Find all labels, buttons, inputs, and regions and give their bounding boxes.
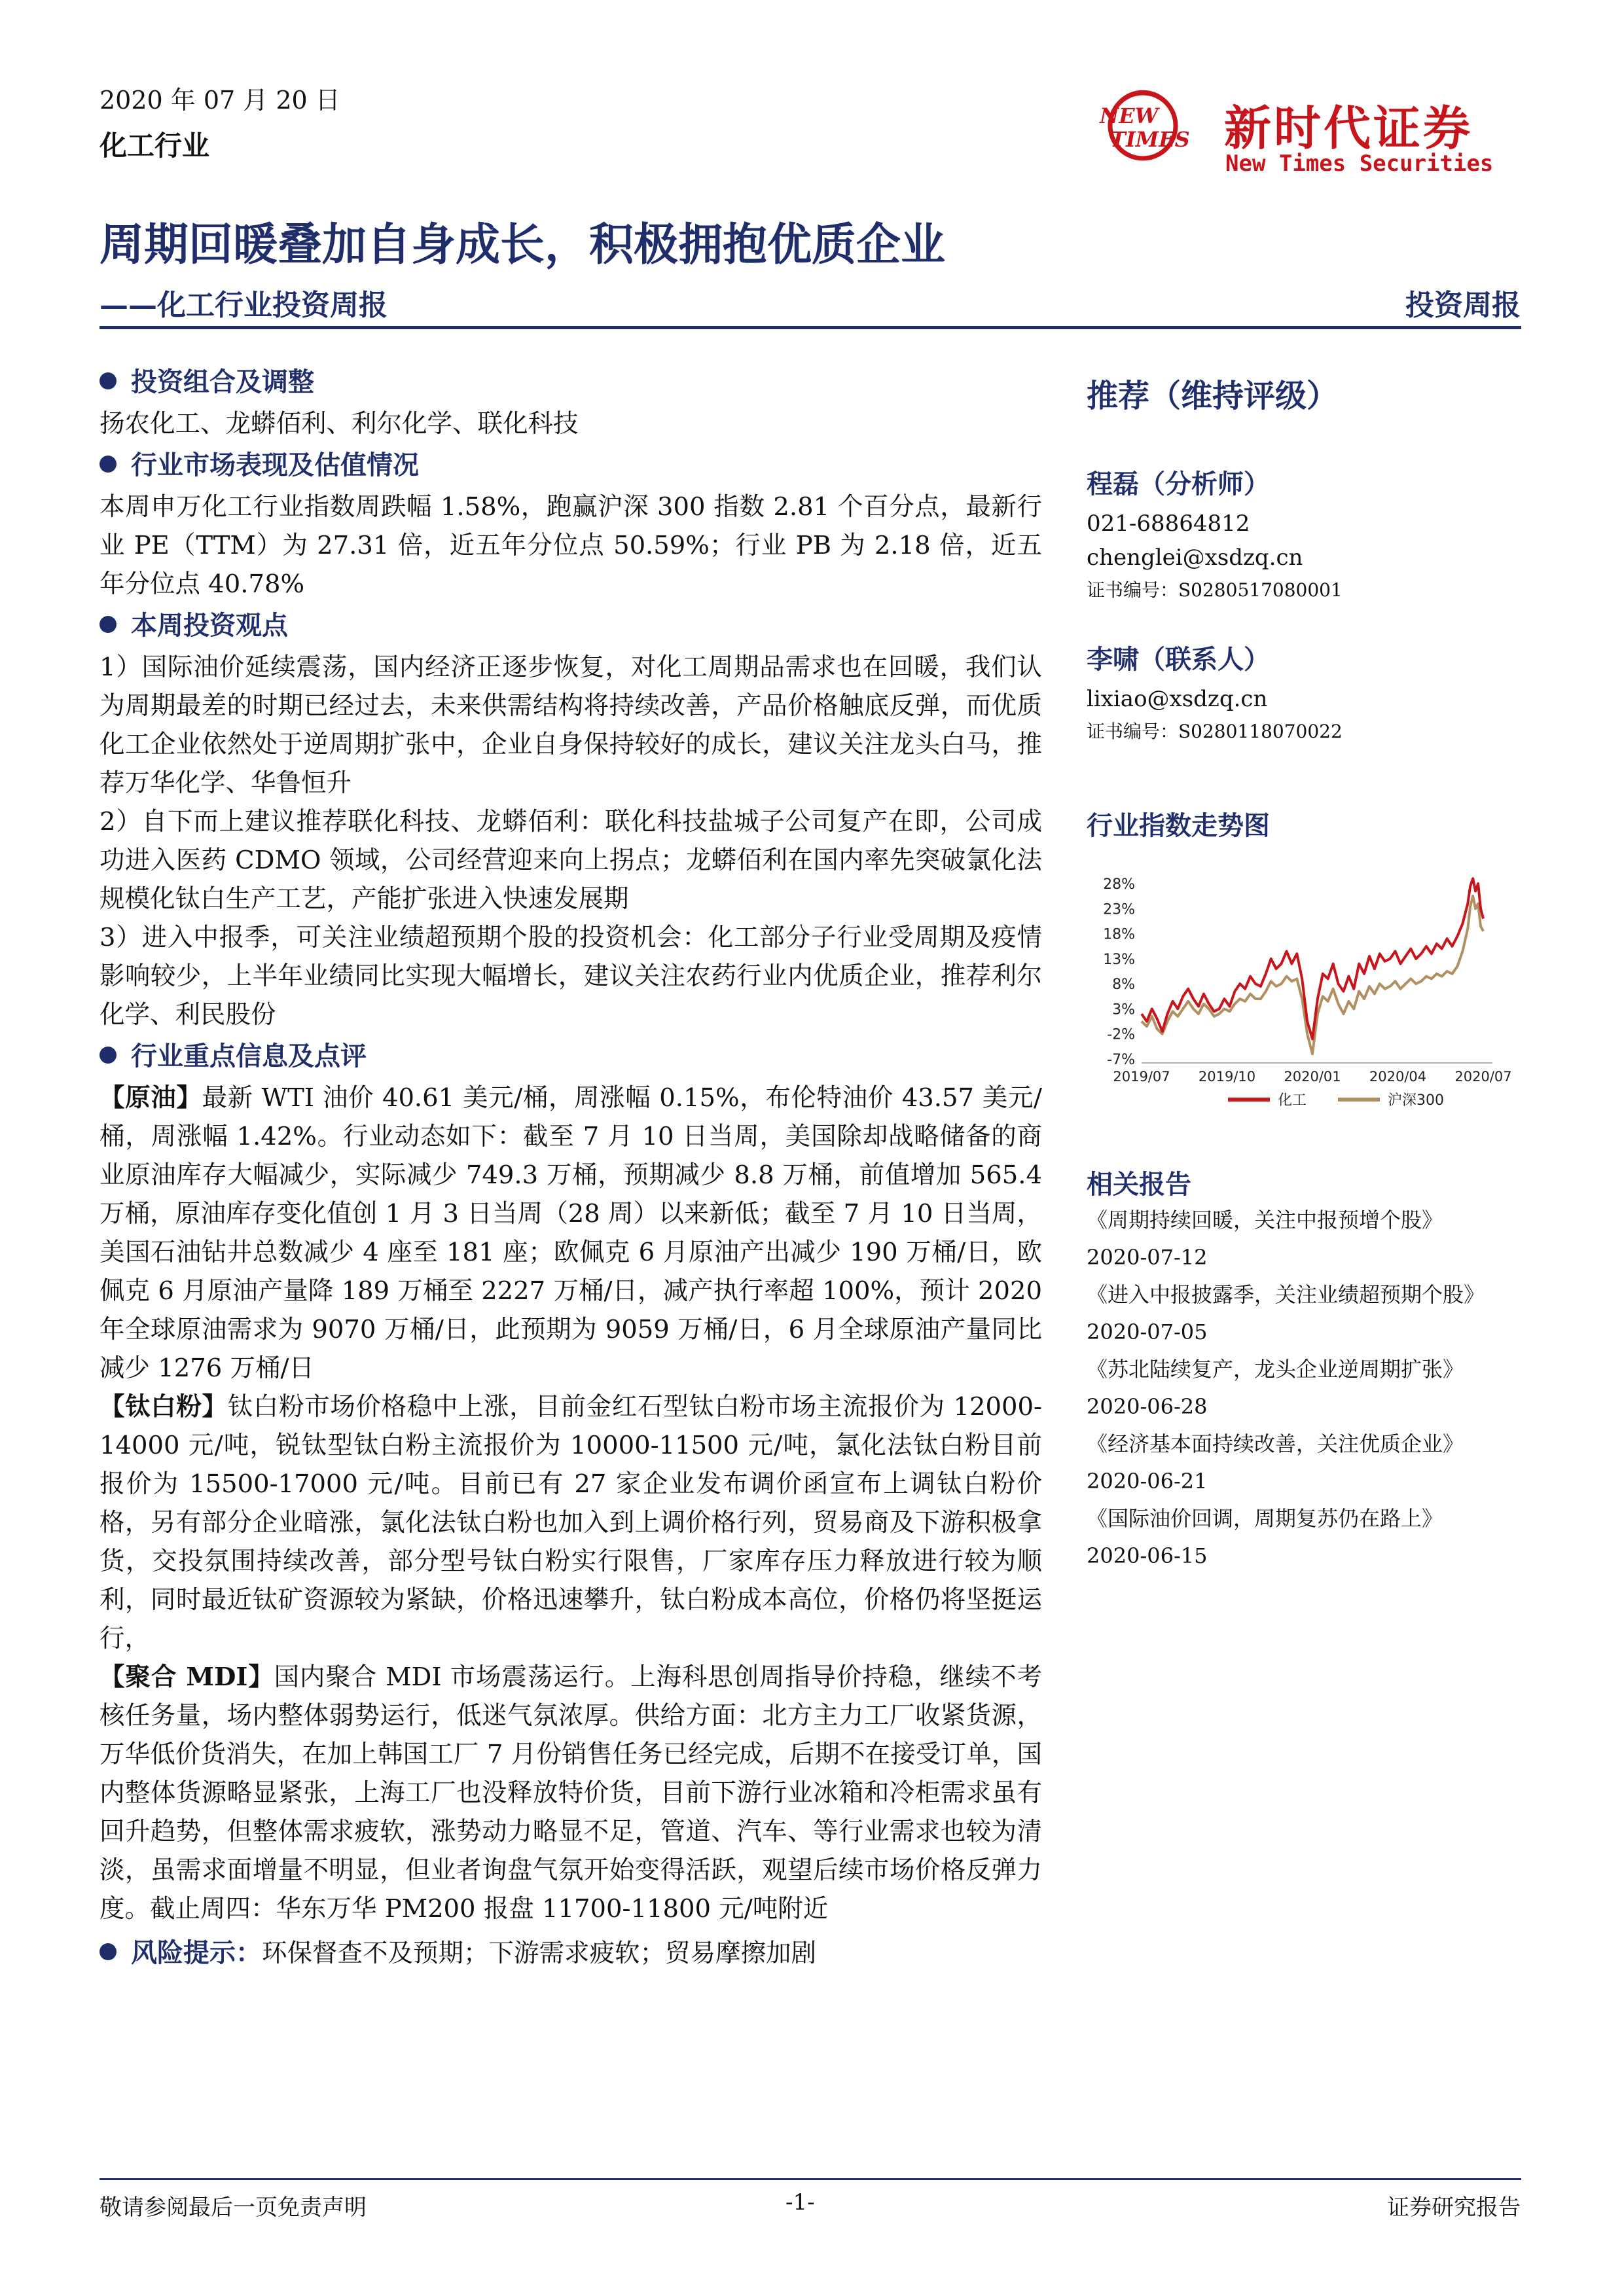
related-report-date: 2020-06-28: [1087, 1394, 1208, 1419]
related-report-date: 2020-07-05: [1087, 1319, 1208, 1344]
bullet-icon: [99, 372, 117, 389]
y-tick-label: 3%: [1112, 1001, 1135, 1018]
bullet-icon: [99, 616, 117, 633]
y-tick-label: 18%: [1103, 926, 1135, 943]
x-tick-label: 2019/10: [1198, 1069, 1256, 1085]
section-heading-market: [99, 443, 1042, 488]
news-item: [99, 1658, 1042, 1928]
related-report-title: 《国际油价回调，周期复苏仍在路上》: [1087, 1506, 1443, 1531]
section-heading-views: [99, 603, 1042, 648]
y-tick-label: 28%: [1103, 876, 1135, 893]
related-report-title: 《周期持续回暖，关注中报预增个股》: [1087, 1208, 1443, 1232]
y-tick-label: 23%: [1103, 901, 1135, 918]
logo-emblem-icon: [1094, 85, 1225, 177]
contact-cert: 证书编号：S0280118070022: [1087, 721, 1343, 742]
page-title: 周期回暖叠加自身成长，积极拥抱优质企业: [99, 219, 946, 271]
analyst-email[interactable]: chenglei@xsdzq.cn: [1087, 545, 1303, 571]
analyst-card: [1087, 466, 1532, 606]
risk-text: 环保督查不及预期；下游需求疲软；贸易摩擦加剧: [262, 1939, 817, 1968]
logo-english-name: New Times Securities: [1225, 151, 1494, 177]
industry-index-chart: [1087, 865, 1512, 1114]
related-report-item[interactable]: [1087, 1426, 1532, 1500]
report-type-label: 投资周报: [1405, 289, 1521, 322]
related-report-title: 《经济基本面持续改善，关注优质企业》: [1087, 1431, 1464, 1456]
related-report-item[interactable]: [1087, 1500, 1532, 1575]
analyst-cert: 证书编号：S0280517080001: [1087, 579, 1343, 601]
analyst-phone: 021-68864812: [1087, 511, 1250, 537]
bullet-icon: [99, 456, 117, 473]
logo-mark-line-2: TIMES: [1110, 127, 1190, 152]
risk-line: [99, 1931, 1042, 1976]
section-heading-text: 行业市场表现及估值情况: [131, 450, 419, 480]
related-report-date: 2020-07-12: [1087, 1245, 1208, 1270]
news-text: 国内聚合 MDI 市场震荡运行。上海科思创周指导价持稳，继续不考核任务量，场内整体弱势运行，低迷气氛浓厚。供给方面：北方主力工厂收紧货源，万华低价货消失，在加上韩国工厂 7 月份销售任务已经完成，后期不在接受订单，国内整体货源略显紧张，上海工厂也没释放特价货，目前下游行业冰箱和冷柜需求虽有回升趋势，但整体需求疲软，涨势动力略显不足，管道、汽车、等行业需求也较为清淡，虽需求面增量不明显，但业者询盘气氛开始变得活跃，观望后续市场价格反弹力度。截止周四：华东万华 PM200 报盘 11700-11800 元/吨附近: [99, 1662, 1042, 1924]
series-line-chemical: [1142, 878, 1483, 1039]
logo-chinese-name: 新时代证券: [1224, 100, 1473, 156]
section-heading-news: [99, 1034, 1042, 1079]
news-tag: 【聚合 MDI】: [99, 1662, 274, 1692]
y-tick-label: 8%: [1112, 977, 1135, 994]
related-report-date: 2020-06-15: [1087, 1543, 1208, 1568]
related-report-item[interactable]: [1087, 1202, 1532, 1276]
x-tick-label: 2019/07: [1113, 1069, 1170, 1085]
chart-svg: [1087, 865, 1512, 1114]
related-report-title: 《苏北陆续复产，龙头企业逆周期扩张》: [1087, 1357, 1464, 1382]
related-reports-title: 相关报告: [1087, 1169, 1191, 1200]
news-item: [99, 1388, 1042, 1658]
portfolio-text: 扬农化工、龙蟒佰利、利尔化学、联化科技: [99, 409, 579, 439]
x-tick-label: 2020/04: [1369, 1069, 1427, 1085]
x-tick-label: 2020/01: [1284, 1069, 1341, 1085]
related-reports-list: [1087, 1202, 1532, 1575]
analyst-name: 程磊（分析师）: [1087, 469, 1270, 499]
related-report-item[interactable]: [1087, 1276, 1532, 1351]
industry-label: 化工行业: [99, 130, 210, 162]
related-report-item[interactable]: [1087, 1351, 1532, 1426]
footer-divider: [99, 2178, 1521, 2180]
legend-label: 沪深300: [1388, 1092, 1444, 1109]
footer-report-kind: 证券研究报告: [1387, 2195, 1521, 2221]
market-text: 本周申万化工行业指数周跌幅 1.58%，跑赢沪深 300 指数 2.81 个百分点，最新行业 PE（TTM）为 27.31 倍，近五年分位点 50.59%；行业 PB 为 2.18 倍，近五年分位点 40.78%: [99, 492, 1042, 599]
view-item: 3）进入中报季，可关注业绩超预期个股的投资机会：化工部分子行业受周期及疫情影响较少，上半年业绩同比实现大幅增长，建议关注农药行业内优质企业，推荐利尔化学、利民股份: [99, 923, 1042, 1030]
contact-name: 李啸（联系人）: [1087, 644, 1270, 675]
view-item: 2）自下而上建议推荐联化科技、龙蟒佰利：联化科技盐城子公司复产在即，公司成功进入医药 CDMO 领域，公司经营迎来向上拐点；龙蟒佰利在国内率先突破氯化法规模化钛白生产工艺，产能扩张进入快速发展期: [99, 807, 1042, 914]
news-item: [99, 1079, 1042, 1388]
news-text: 最新 WTI 油价 40.61 美元/桶，周涨幅 0.15%，布伦特油价 43.57 美元/桶，周涨幅 1.42%。行业动态如下：截至 7 月 10 日当周，美国除却战略储备的商业原油库存大幅减少，实际减少 749.3 万桶，预期减少 8.8 万桶，前值增加 565.4 万桶，原油库存变化值创 1 月 3 日当周（28 周）以来新低；截至 7 月 10 日当周，美国石油钻井总数减少 4 座至 181 座；欧佩克 6 月原油产出减少 190 万桶/日，欧佩克 6 月原油产量降 189 万桶至 2227 万桶/日，减产执行率超 100%，预计 2020 年全球原油需求为 9070 万桶/日，此预期为 9059 万桶/日，6 月全球原油产量同比减少 1276 万桶/日: [99, 1083, 1042, 1383]
report-date: 2020 年 07 月 20 日: [99, 86, 340, 115]
section-heading-text: 投资组合及调整: [131, 367, 314, 397]
risk-heading: 风险提示：: [131, 1937, 262, 1968]
bullet-icon: [99, 1943, 117, 1960]
news-text: 钛白粉市场价格稳中上涨，目前金红石型钛白粉市场主流报价为 12000-14000 元/吨，锐钛型钛白粉主流报价为 10000-11500 元/吨，氯化法钛白粉目前报价为 15500-17000 元/吨。目前已有 27 家企业发布调价函宣布上调钛白粉价格，另有部分企业暗涨，氯化法钛白粉也加入到上调价格行列，贸易商及下游积极拿货，交投氛围持续改善，部分型号钛白粉实行限售，厂家库存压力释放进行较为顺利，同时最近钛矿资源较为紧缺，价格迅速攀升，钛白粉成本高位，价格仍将坚挺运行，: [99, 1392, 1042, 1653]
contact-card: [1087, 641, 1532, 747]
chart-title: 行业指数走势图: [1087, 810, 1270, 841]
section-heading-text: 本周投资观点: [131, 610, 288, 641]
page-subtitle: ——化工行业投资周报: [99, 289, 388, 322]
legend-label: 化工: [1278, 1092, 1307, 1109]
y-tick-label: -2%: [1107, 1026, 1135, 1043]
related-report-title: 《进入中报披露季，关注业绩超预期个股》: [1087, 1282, 1485, 1307]
header-divider: [99, 326, 1521, 329]
section-heading-text: 行业重点信息及点评: [131, 1041, 367, 1071]
logo-mark-line-1: NEW: [1100, 103, 1159, 128]
news-tag: 【原油】: [99, 1083, 202, 1113]
contact-email[interactable]: lixiao@xsdzq.cn: [1087, 686, 1268, 712]
y-tick-label: -7%: [1107, 1052, 1135, 1068]
bullet-icon: [99, 1047, 117, 1064]
x-tick-label: 2020/07: [1454, 1069, 1512, 1085]
news-tag: 【钛白粉】: [99, 1392, 228, 1422]
main-content: [99, 360, 1042, 1976]
page-number: -1-: [785, 2189, 815, 2215]
view-item: 1）国际油价延续震荡，国内经济正逐步恢复，对化工周期品需求也在回暖，我们认为周期最差的时期已经过去，未来供需结构将持续改善，产品价格触底反弹，而优质化工企业依然处于逆周期扩张中，企业自身保持较好的成长，建议关注龙头白马，推荐万华化学、华鲁恒升: [99, 653, 1042, 798]
y-tick-label: 13%: [1103, 951, 1135, 968]
rating-label: 推荐（维持评级）: [1087, 378, 1339, 414]
section-heading-portfolio: [99, 360, 1042, 404]
footer-disclaimer: 敬请参阅最后一页免责声明: [99, 2195, 367, 2221]
related-report-date: 2020-06-21: [1087, 1469, 1208, 1494]
